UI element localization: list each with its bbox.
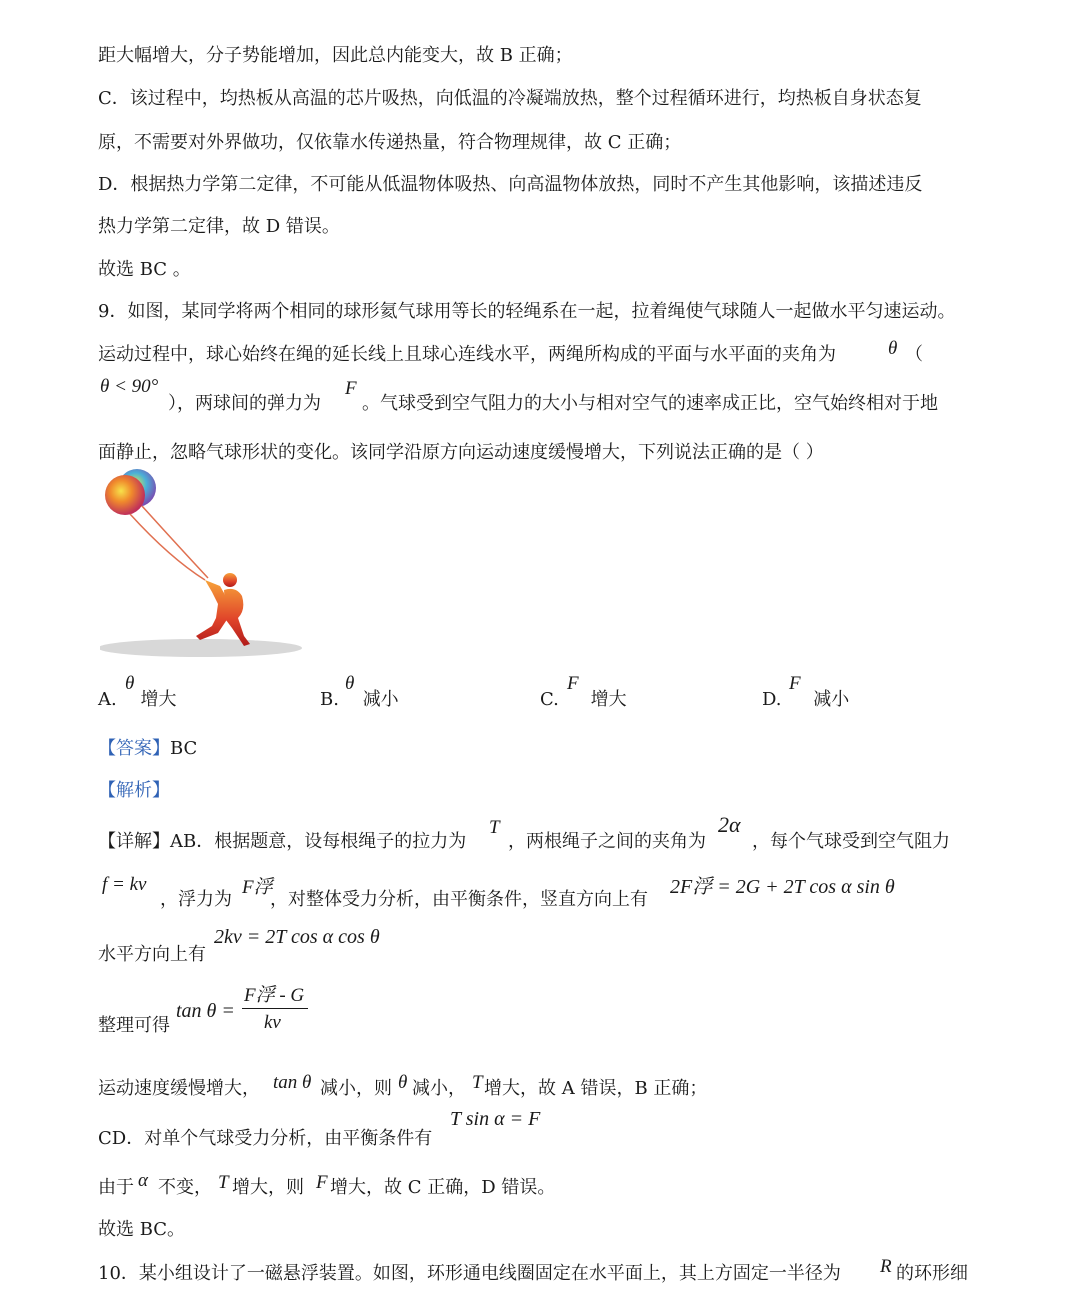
rope <box>142 506 208 578</box>
answer-line <box>98 737 197 761</box>
detail-line-1b: ，两根绳子之间的夹角为 <box>508 831 706 852</box>
detail-line-5d: 增大，故 A 错误，B 正确； <box>484 1078 708 1099</box>
detail-line-5b: 减小，则 <box>320 1078 392 1099</box>
fraction-denominator: kv <box>264 1012 281 1033</box>
detail-line-7c: 增大，则 <box>232 1177 304 1198</box>
detail-line-7a: 由于 <box>98 1177 134 1198</box>
detail-line-7b: 不变， <box>158 1177 212 1198</box>
question-10-line-1b: 的环形细 <box>896 1263 968 1284</box>
analysis-label: 【解析】 <box>98 780 170 801</box>
option-text: 增大 <box>140 689 177 710</box>
text-line: 原，不需要对外界做功，仅依靠水传递热量，符合物理规律，故 C 正确； <box>98 132 682 153</box>
drag-formula: f = kv <box>102 874 147 895</box>
force-symbol: F <box>345 378 357 399</box>
answer-label: 【答案】 <box>98 738 170 759</box>
detail-line-1c: ，每个气球受到空气阻力 <box>752 831 950 852</box>
option-c[interactable] <box>540 673 627 712</box>
option-symbol: θ <box>345 673 355 694</box>
question-9-line-3a: ），两球间的弹力为 <box>168 393 321 414</box>
option-d[interactable] <box>762 673 850 712</box>
option-letter: B. <box>320 689 339 710</box>
option-text: 减小 <box>362 689 399 710</box>
option-text: 减小 <box>813 689 850 710</box>
buoyancy-symbol: F浮 <box>242 877 273 898</box>
runner-silhouette <box>196 580 250 646</box>
theta-symbol: θ <box>888 338 898 359</box>
balloon-runner-illustration <box>100 468 310 663</box>
tension-symbol: T <box>489 817 500 838</box>
option-letter: D. <box>762 689 782 710</box>
question-9-line-4: 面静止，忽略气球形状的变化。该同学沿原方向运动速度缓慢增大，下列说法正确的是（ ） <box>98 442 824 463</box>
detail-line-5a: 运动速度缓慢增大， <box>98 1078 260 1099</box>
answer-value: BC <box>170 738 198 759</box>
detail-line-2a: ，浮力为 <box>160 889 232 910</box>
balloon-front <box>105 475 145 515</box>
ground-shadow <box>100 639 302 657</box>
force-symbol: F <box>316 1172 328 1193</box>
tan-lhs: tan θ = <box>176 1000 235 1022</box>
tension-symbol: T <box>472 1072 483 1093</box>
horizontal-equation: 2kv = 2T cos α cos θ <box>214 926 380 948</box>
option-symbol: θ <box>125 673 135 694</box>
question-9-line-2: 运动过程中，球心始终在绳的延长线上且球心连线水平，两绳所构成的平面与水平面的夹角为 <box>98 344 836 365</box>
option-b[interactable] <box>320 673 399 712</box>
paren-open: （ <box>905 344 923 365</box>
angle-2alpha: 2α <box>718 812 741 837</box>
detail-line-4a: 整理可得 <box>98 1015 170 1036</box>
option-letter: A. <box>98 689 117 710</box>
detail-line-6a: CD．对单个气球受力分析，由平衡条件有 <box>98 1128 433 1149</box>
option-letter: C. <box>540 689 559 710</box>
option-text: 增大 <box>590 689 627 710</box>
vertical-equation: 2F浮 = 2G + 2T cos α sin θ <box>670 876 895 898</box>
text-line: 故选 BC 。 <box>98 259 191 280</box>
tan-symbol: tan θ <box>273 1072 312 1093</box>
detail-line-8: 故选 BC。 <box>98 1219 186 1240</box>
detail-line-2b: ，对整体受力分析，由平衡条件，竖直方向上有 <box>270 889 648 910</box>
option-symbol: F <box>567 673 579 694</box>
single-balloon-equation: T sin α = F <box>450 1108 541 1130</box>
detail-line-3a: 水平方向上有 <box>98 944 206 965</box>
text-line: 距大幅增大，分子势能增加，因此总内能变大，故 B 正确； <box>98 45 573 66</box>
detail-line-5c: 减小， <box>412 1078 466 1099</box>
detail-line-1a: 【详解】AB．根据题意，设每根绳子的拉力为 <box>98 831 467 852</box>
radius-symbol: R <box>880 1256 892 1277</box>
fraction-numerator: F浮 - G <box>244 985 305 1006</box>
text-line: 热力学第二定律，故 D 错误。 <box>98 216 340 237</box>
fraction <box>242 980 310 1040</box>
question-9-line-3b: 。气球受到空气阻力的大小与相对空气的速率成正比，空气始终相对于地 <box>362 393 938 414</box>
theta-symbol: θ <box>398 1072 408 1093</box>
question-9-line-1: 9．如图，某同学将两个相同的球形氦气球用等长的轻绳系在一起，拉着绳使气球随人一起做水平匀速运动。 <box>98 301 956 322</box>
text-line: C．该过程中，均热板从高温的芯片吸热，向低温的冷凝端放热，整个过程循环进行，均热板自身状态复 <box>98 88 922 109</box>
fraction-bar <box>242 1008 308 1009</box>
rope <box>130 514 205 580</box>
option-symbol: F <box>789 673 801 694</box>
angle-condition: θ < 90° <box>100 376 159 397</box>
alpha-symbol: α <box>138 1170 148 1191</box>
tension-symbol: T <box>218 1172 229 1193</box>
detail-line-7d: 增大，故 C 正确，D 错误。 <box>330 1177 556 1198</box>
option-a[interactable] <box>98 673 177 712</box>
text-line: D．根据热力学第二定律，不可能从低温物体吸热、向高温物体放热，同时不产生其他影响，该描述违反 <box>98 174 923 195</box>
question-10-line-1a: 10．某小组设计了一磁悬浮装置。如图，环形通电线圈固定在水平面上，其上方固定一半径为 <box>98 1263 841 1284</box>
